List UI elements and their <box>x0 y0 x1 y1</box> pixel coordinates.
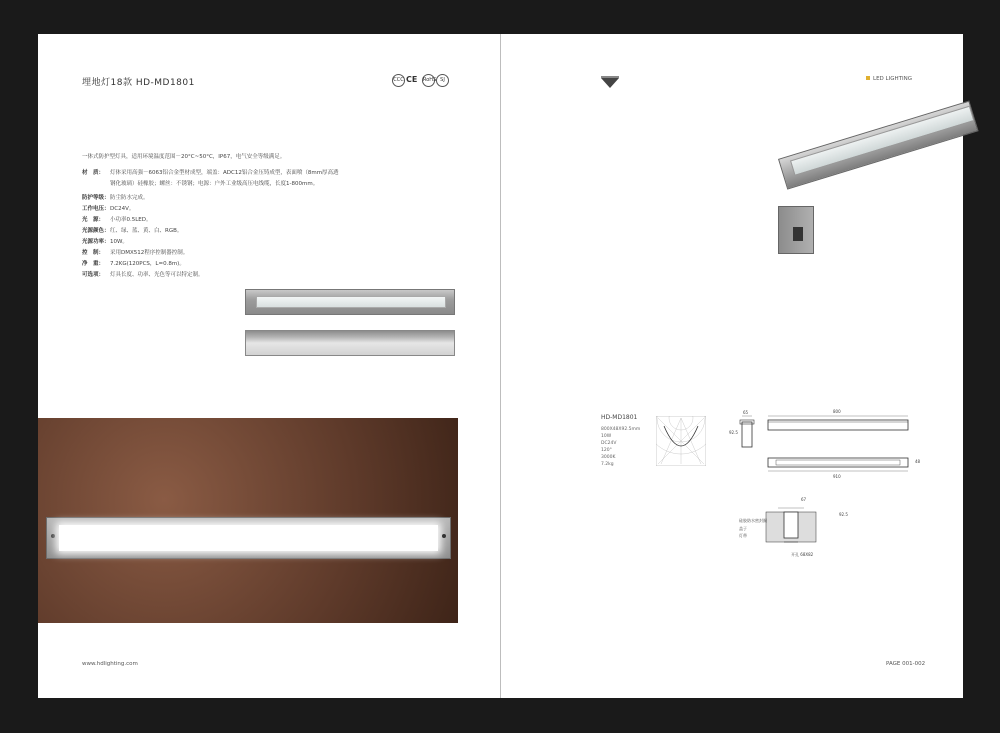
left-page <box>38 34 500 698</box>
section-label-seal: 硅胶防水密封圈 <box>739 518 767 523</box>
fixture-frame <box>46 517 451 559</box>
product-end-cap <box>778 206 814 254</box>
section-tag <box>866 76 912 82</box>
product-top-view-image <box>245 289 455 315</box>
page-gutter <box>500 34 501 698</box>
spec-label: 材 质： <box>82 170 105 176</box>
website-url: www.hdlighting.com <box>82 661 138 667</box>
spec-value: 采用DMX512程序控制器控制。 <box>110 250 189 256</box>
spec-row-control <box>82 248 340 259</box>
spec-row-voltage <box>82 204 340 215</box>
param-power: 10W <box>601 434 612 439</box>
dim-label-800: 800 <box>833 409 841 414</box>
cable-slot <box>793 227 803 241</box>
spec-row-options <box>82 270 340 281</box>
spec-row-material <box>82 168 340 189</box>
installed-product-photo <box>38 418 458 623</box>
dim-label-48: 48 <box>915 459 921 464</box>
spec-value: 防尘防水完成。 <box>110 195 149 201</box>
tag-square-icon <box>866 76 870 80</box>
spec-value: 7.2KG(120PCS，L=0.8m)。 <box>110 261 185 267</box>
sj-cert-icon: SJ <box>436 74 449 87</box>
spec-value: DC24V。 <box>110 206 135 212</box>
ccc-cert-icon: CCC <box>392 74 405 87</box>
lens-glass <box>256 296 446 308</box>
spec-value: 小功率0.5LED。 <box>110 217 152 223</box>
spec-label: 控 制： <box>82 250 105 256</box>
spec-label: 光 源： <box>82 217 105 223</box>
spec-value: 灯体采用高强－6063铝合金型材成型，端盖：ADC12铝合金压铸成型，表面喷（8mm厚高透钢化玻璃）硅橡胶；螺丝：不锈钢；电源：户外工业级高压电线缆，长度1-800mm。 <box>110 170 339 187</box>
installation-section-drawing <box>756 504 826 559</box>
spec-value: 灯具长度、功率、光色等可以特定制。 <box>110 272 204 278</box>
page-title: 埋地灯18款 HD-MD1801 <box>82 78 195 88</box>
spec-label: 光源颜色： <box>82 228 110 234</box>
screw-icon <box>442 534 446 538</box>
polar-light-distribution-diagram <box>656 416 706 466</box>
param-voltage: DC24V <box>601 441 617 446</box>
param-cct: 3000K <box>601 455 616 460</box>
spec-label: 光源功率： <box>82 239 110 245</box>
section-tag-label: LED LIGHTING <box>873 76 912 82</box>
param-size: 800X48X92.5mm <box>601 427 641 432</box>
section-dim-height: 92.5 <box>839 512 848 517</box>
product-3d-render <box>778 101 979 190</box>
screw-icon <box>51 534 55 538</box>
spec-value: 红、绿、蓝、黄、白、RGB。 <box>110 228 183 234</box>
top-view-drawing <box>766 414 911 434</box>
spec-value: 10W。 <box>110 239 128 245</box>
dim-label-92-5: 92.5 <box>729 430 738 435</box>
spec-row-weight <box>82 259 340 270</box>
section-dim-cut: 开孔 68X82 <box>791 552 814 557</box>
param-weight: 7.2kg <box>601 462 614 467</box>
spec-row-color <box>82 226 340 237</box>
spec-row-protection <box>82 193 340 204</box>
spec-label: 净 重： <box>82 261 105 267</box>
spec-label: 工作电压： <box>82 206 110 212</box>
end-profile-drawing <box>736 412 766 462</box>
ce-cert-icon: CE <box>406 75 418 84</box>
spec-row-source <box>82 215 340 226</box>
dim-label-910: 910 <box>833 474 841 479</box>
spec-label: 可选项： <box>82 272 105 278</box>
section-label-cover: 盖子 <box>739 526 747 531</box>
light-glow <box>59 525 438 551</box>
lens-glass <box>790 106 974 176</box>
side-view-drawing <box>766 454 911 472</box>
param-beam: 120° <box>601 448 612 453</box>
dim-label-67: 67 <box>801 497 807 502</box>
page-number: PAGE 001-002 <box>886 661 926 667</box>
spec-list <box>82 168 340 281</box>
model-number: HD-MD1801 <box>601 414 638 421</box>
spec-label: 防护等级： <box>82 195 110 201</box>
spec-row-power <box>82 237 340 248</box>
rohs-cert-icon: RoHS <box>422 74 435 87</box>
dim-label-65: 65 <box>743 410 749 415</box>
brand-logo-icon <box>601 78 619 88</box>
right-page <box>500 34 963 698</box>
section-label-strip: 灯带 <box>739 533 747 538</box>
intro-text: 一体式防护型灯具，适用环境温度范围－20°C~50°C，IP67，电气安全等级满足。 <box>82 154 286 160</box>
product-side-view-image <box>245 330 455 356</box>
